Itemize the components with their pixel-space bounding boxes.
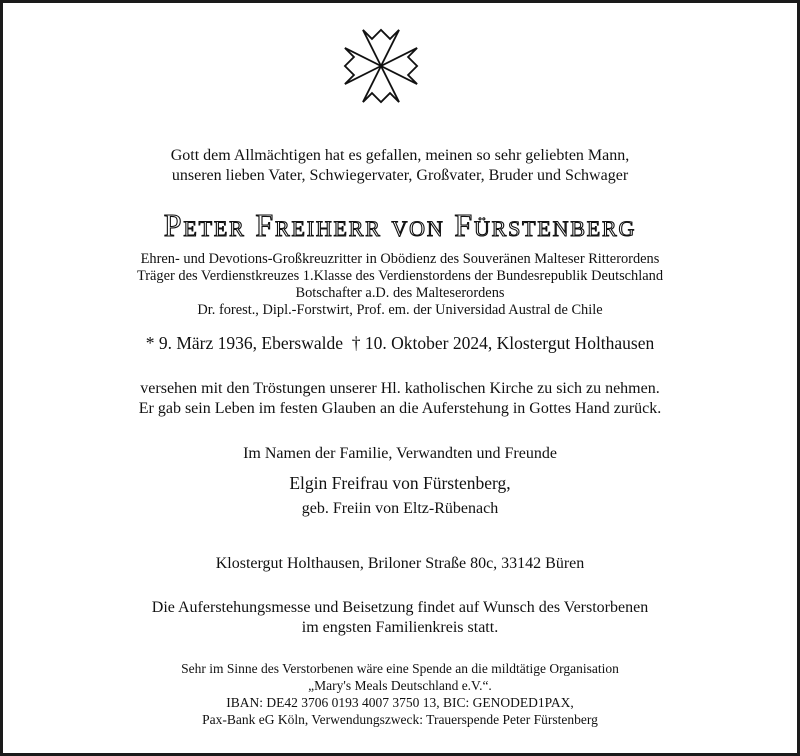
funeral-line-2: im engsten Familienkreis statt. [301,619,499,636]
life-dates: * 9. März 1936, Eberswalde † 10. Oktober 2024, Klostergut Holthausen [145,333,655,353]
title-line-2: Träger des Verdienstkreuzes 1.Klasse des Verdienstordens der Bundesrepublik Deutschland [136,268,664,284]
mourners-intro: Im Namen der Familie, Verwandten und Freunde [243,445,557,462]
donation-line-1: Sehr im Sinne des Verstorbenen wäre eine Spende an die mildtätige Organisation [181,661,619,676]
intro-line-2: unseren lieben Vater, Schwiegervater, Großvater, Bruder und Schwager [171,167,629,184]
title-line-4: Dr. forest., Dipl.-Forstwirt, Prof. em. der Universidad Austral de Chile [197,302,603,318]
widow-name: Elgin Freifrau von Fürstenberg, [289,473,511,493]
title-line-3: Botschafter a.D. des Malteserordens [295,285,505,301]
deceased-name: Peter Freiherr von Fürstenberg [163,207,637,243]
funeral-line-1: Die Auferstehungsmesse und Beisetzung findet auf Wunsch des Verstorbenen [151,599,649,616]
intro-line-1: Gott dem Allmächtigen hat es gefallen, meinen so sehr geliebten Mann, [170,147,630,164]
faith-line-1: versehen mit den Tröstungen unserer Hl. katholischen Kirche zu sich zu nehmen. [140,380,660,397]
title-line-1: Ehren- und Devotions-Großkreuzritter in Obödienz des Souveränen Malteser Ritterordens [140,251,660,267]
donation-line-4: Pax-Bank eG Köln, Verwendungszweck: Trauerspende Peter Fürstenberg [202,712,598,727]
donation-line-2: „Mary's Meals Deutschland e.V.“. [308,678,492,693]
address: Klostergut Holthausen, Briloner Straße 80c, 33142 Büren [215,555,585,572]
donation-line-3: IBAN: DE42 3706 0193 4007 3750 13, BIC: GENODED1PAX, [226,695,574,710]
faith-line-2: Er gab sein Leben im festen Glauben an die Auferstehung in Gottes Hand zurück. [138,400,662,417]
widow-birth-name: geb. Freiin von Eltz-Rübenach [301,500,499,517]
maltese-cross-icon [340,25,422,107]
